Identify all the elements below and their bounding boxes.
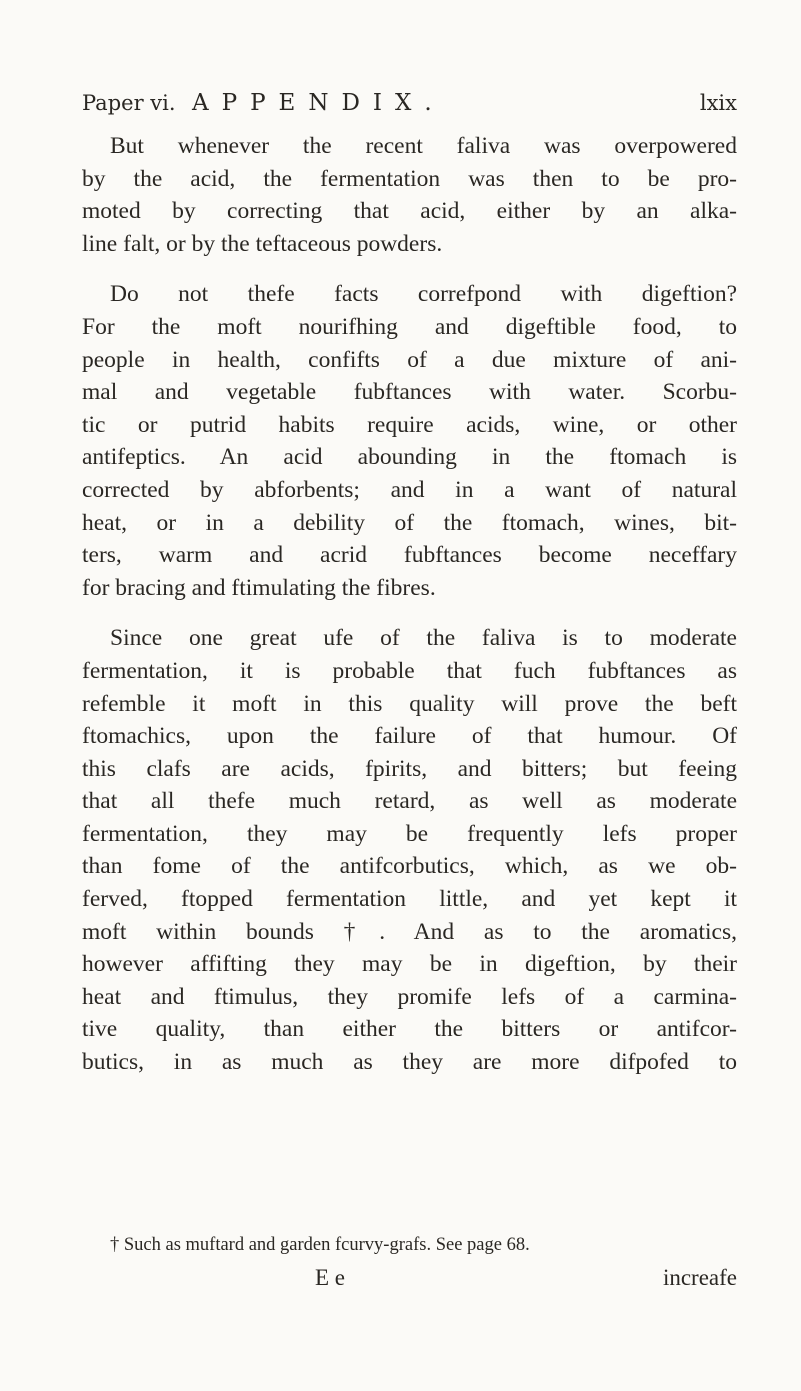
paragraph-1	[82, 130, 737, 260]
paragraph-2	[82, 278, 737, 604]
signature-mark: E e	[315, 1265, 346, 1290]
paper-number: Paper vi.	[82, 91, 176, 115]
footnote	[82, 1232, 737, 1258]
text-line: this clafs are acids, fpirits, and bitters; but feeing	[82, 755, 737, 782]
text-line: ftomachics, upon the failure of that humour. Of	[82, 723, 737, 750]
text-line: than fome of the antifcorbutics, which, as we ob-	[82, 853, 737, 880]
text-line: by the acid, the fermentation was then to be pro-	[82, 165, 737, 192]
text-line: refemble it moft in this quality will prove the beft	[82, 690, 737, 717]
text-line: Do not thefe facts correfpond with digeftion?	[110, 281, 737, 308]
text-line: mal and vegetable fubftances with water. Scorbu-	[82, 379, 737, 406]
paragraph-3	[82, 622, 737, 1078]
text-line: For the moft nourifhing and digeftible food, to	[82, 313, 737, 340]
text-line: antifeptics. An acid abounding in the ftomach is	[82, 444, 737, 471]
body-text	[82, 130, 737, 1079]
catchword: increafe	[662, 1265, 737, 1290]
text-line: however affifting they may be in digeftion, by their	[82, 951, 737, 978]
page-footer	[82, 1262, 737, 1294]
text-line: Since one great ufe of the faliva is to moderate	[110, 625, 737, 652]
text-line: ferved, ftopped fermentation little, and yet kept it	[82, 886, 737, 913]
text-line: line falt, or by the teftaceous powders.	[82, 230, 443, 257]
text-line: people in health, confifts of a due mixture of ani-	[82, 346, 737, 373]
text-line: that all thefe much retard, as well as moderate	[82, 788, 737, 815]
text-line: fermentation, it is probable that fuch fubftances as	[82, 657, 737, 684]
text-line: for bracing and ftimulating the fibres.	[82, 574, 436, 601]
text-line: butics, in as much as they are more difpofed to	[82, 1049, 737, 1076]
text-line: moft within bounds †. And as to the aromatics,	[82, 918, 737, 945]
running-head	[82, 88, 737, 118]
text-line: ters, warm and acrid fubftances become neceffary	[82, 542, 737, 569]
footnote-text: † Such as muftard and garden fcurvy-grafs. See page 68.	[110, 1235, 530, 1255]
text-line: tive quality, than either the bitters or antifcor-	[82, 1016, 737, 1043]
text-line: corrected by abforbents; and in a want of natural	[82, 476, 737, 503]
section-title: APPENDIX.	[192, 90, 445, 116]
text-line: heat, or in a debility of the ftomach, wines, bit-	[82, 509, 737, 536]
text-line: But whenever the recent faliva was overpowered	[110, 133, 737, 159]
page-number: lxix	[699, 91, 737, 115]
text-line: tic or putrid habits require acids, wine, or other	[82, 411, 737, 438]
text-line: fermentation, they may be frequently lefs proper	[82, 820, 737, 847]
text-line: heat and ftimulus, they promife lefs of a carmina-	[82, 983, 737, 1010]
text-line: moted by correcting that acid, either by an alka-	[82, 198, 737, 225]
